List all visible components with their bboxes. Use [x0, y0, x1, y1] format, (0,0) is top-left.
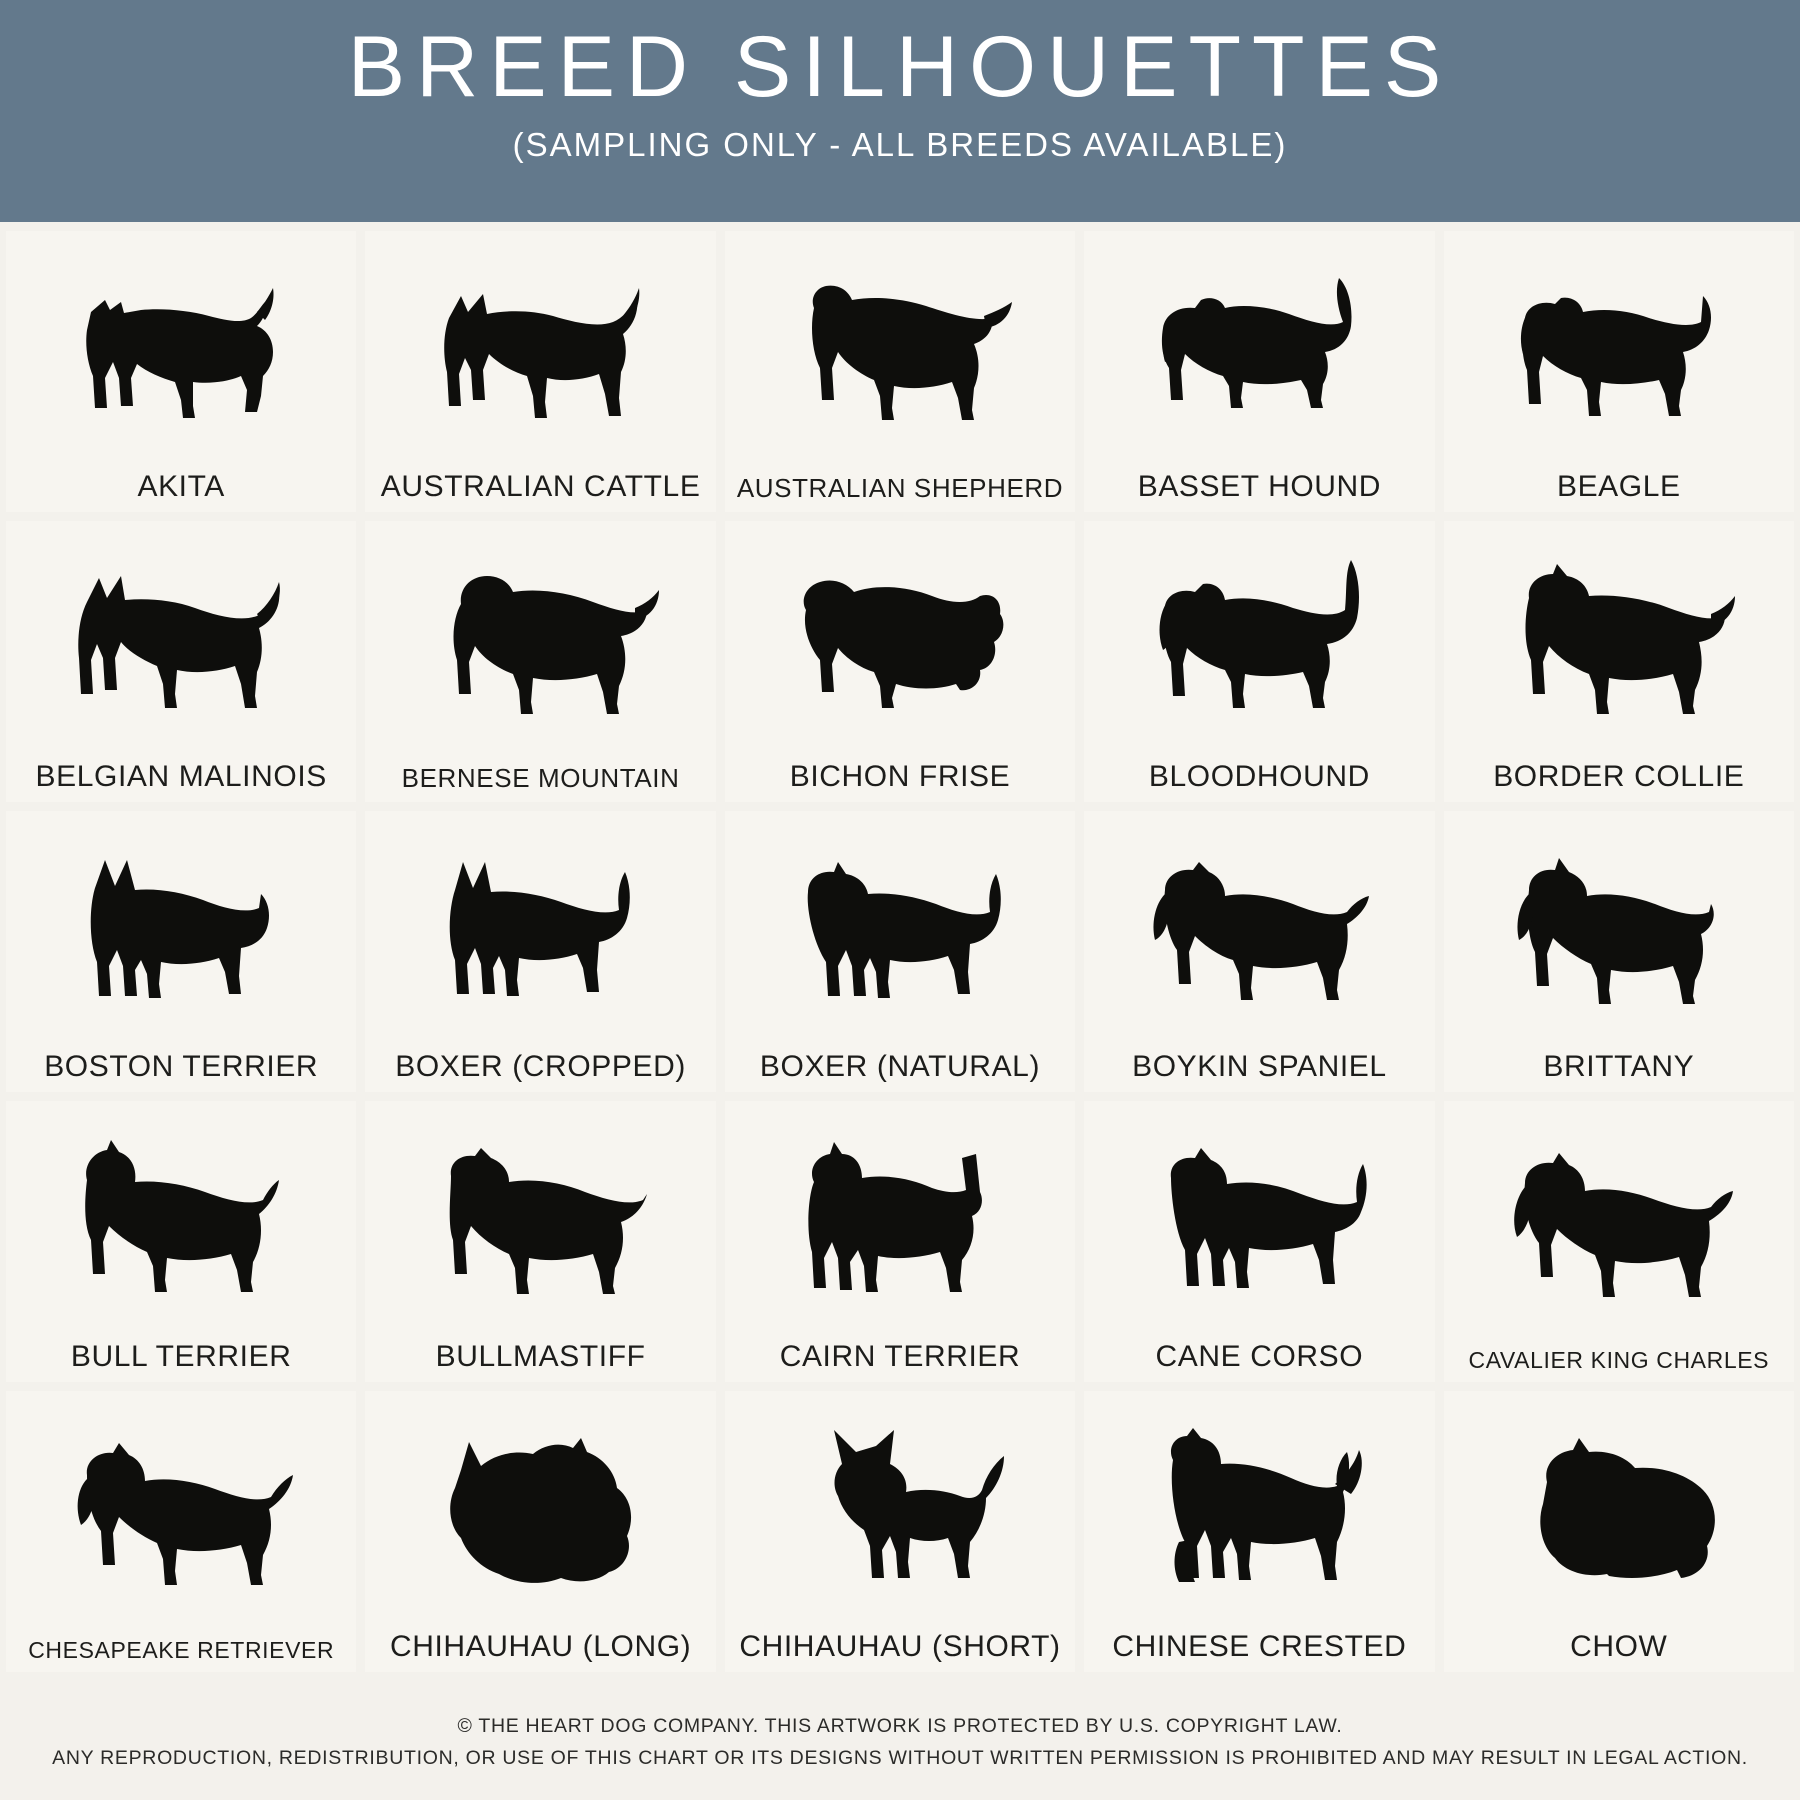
breed-label: BRITTANY [1543, 1049, 1695, 1083]
breed-label: BERNESE MOUNTAIN [401, 762, 680, 793]
breed-label: AKITA [137, 469, 225, 503]
page-title: BREED SILHOUETTES [347, 19, 1453, 115]
breed-label: BOSTON TERRIER [44, 1049, 319, 1083]
dog-silhouette-bloodhound [1084, 521, 1434, 761]
breed-cell-border-collie [1444, 521, 1794, 802]
dog-silhouette-cairn-terrier [725, 1101, 1075, 1341]
dog-silhouette-bull-terrier [6, 1101, 356, 1341]
breed-label: CAIRN TERRIER [779, 1339, 1021, 1373]
dog-silhouette-chinese-crested [1084, 1391, 1434, 1631]
breed-cell-bull-terrier [6, 1101, 356, 1382]
breed-cell-chinese-crested [1084, 1391, 1434, 1672]
dog-silhouette-cane-corso [1084, 1101, 1434, 1341]
dog-silhouette-boston-terrier [6, 811, 356, 1051]
breed-label: AUSTRALIAN CATTLE [380, 469, 701, 503]
dog-silhouette-boxer-cropped [365, 811, 715, 1051]
breed-label: CHESAPEAKE RETRIEVER [28, 1636, 335, 1663]
breed-cell-akita [6, 231, 356, 512]
breed-cell-bloodhound [1084, 521, 1434, 802]
breed-cell-cavalier-king-charles [1444, 1101, 1794, 1382]
breed-cell-basset-hound [1084, 231, 1434, 512]
copyright-footer [0, 1710, 1800, 1800]
page-subtitle: (SAMPLING ONLY - ALL BREEDS AVAILABLE) [512, 126, 1288, 164]
breed-cell-chihuahua-short [725, 1391, 1075, 1672]
breed-label: BOXER (CROPPED) [395, 1049, 686, 1083]
dog-silhouette-beagle [1444, 231, 1794, 471]
breed-label: BICHON FRISE [789, 759, 1011, 793]
breed-cell-cairn-terrier [725, 1101, 1075, 1382]
breed-label: CHIHAUHAU (LONG) [389, 1629, 692, 1663]
breed-cell-bernese-mountain [365, 521, 715, 802]
breed-cell-belgian-malinois [6, 521, 356, 802]
breed-label: CHOW [1570, 1629, 1668, 1663]
breed-cell-chow [1444, 1391, 1794, 1672]
breed-cell-chesapeake-retriever [6, 1391, 356, 1672]
breed-cell-bichon-frise [725, 521, 1075, 802]
breed-label: AUSTRALIAN SHEPHERD [736, 472, 1064, 503]
breed-label: CAVALIER KING CHARLES [1468, 1346, 1770, 1373]
breed-cell-brittany [1444, 811, 1794, 1092]
breed-label: BULLMASTIFF [435, 1339, 646, 1373]
dog-silhouette-chow [1444, 1391, 1794, 1631]
dog-silhouette-basset-hound [1084, 231, 1434, 471]
breed-cell-boston-terrier [6, 811, 356, 1092]
dog-silhouette-border-collie [1444, 521, 1794, 761]
breed-cell-beagle [1444, 231, 1794, 512]
breed-label: BLOODHOUND [1148, 759, 1370, 793]
copyright-line-1: © THE HEART DOG COMPANY. THIS ARTWORK IS PROTECTED BY U.S. COPYRIGHT LAW. [457, 1714, 1343, 1737]
dog-silhouette-chihuahua-short [725, 1391, 1075, 1631]
poster-header [0, 0, 1800, 222]
breed-label: BASSET HOUND [1137, 469, 1382, 503]
breed-cell-boxer-cropped [365, 811, 715, 1092]
breed-cell-chihuahua-long [365, 1391, 715, 1672]
breed-label: CHINESE CRESTED [1112, 1629, 1407, 1663]
breed-label: BELGIAN MALINOIS [35, 759, 327, 793]
dog-silhouette-bullmastiff [365, 1101, 715, 1341]
breed-label: BOYKIN SPANIEL [1132, 1049, 1387, 1083]
breed-label: CANE CORSO [1155, 1339, 1364, 1373]
breed-cell-cane-corso [1084, 1101, 1434, 1382]
breed-label: BULL TERRIER [70, 1339, 292, 1373]
breed-label: BOXER (NATURAL) [759, 1049, 1041, 1083]
dog-silhouette-chihuahua-long [365, 1391, 715, 1631]
breed-cell-bullmastiff [365, 1101, 715, 1382]
breed-cell-australian-shepherd [725, 231, 1075, 512]
breed-label: BORDER COLLIE [1493, 759, 1745, 793]
breed-grid [0, 231, 1800, 1672]
dog-silhouette-chesapeake-retriever [6, 1391, 356, 1638]
dog-silhouette-australian-cattle [365, 231, 715, 471]
dog-silhouette-brittany [1444, 811, 1794, 1051]
dog-silhouette-bernese-mountain [365, 521, 715, 765]
breed-cell-boxer-natural [725, 811, 1075, 1092]
dog-silhouette-belgian-malinois [6, 521, 356, 761]
breed-label: CHIHAUHAU (SHORT) [739, 1629, 1061, 1663]
dog-silhouette-australian-shepherd [725, 231, 1075, 475]
dog-silhouette-boykin-spaniel [1084, 811, 1434, 1051]
breed-label: BEAGLE [1556, 469, 1681, 503]
breed-cell-australian-cattle [365, 231, 715, 512]
dog-silhouette-bichon-frise [725, 521, 1075, 761]
copyright-line-2: ANY REPRODUCTION, REDISTRIBUTION, OR USE OF THIS CHART OR ITS DESIGNS WITHOUT WRITTEN PERMISSION IS PROHIBITED AND MAY RESULT IN LEGAL ACTION. [52, 1746, 1748, 1769]
dog-silhouette-akita [6, 231, 356, 471]
breed-cell-boykin-spaniel [1084, 811, 1434, 1092]
dog-silhouette-boxer-natural [725, 811, 1075, 1051]
dog-silhouette-cavalier-king-charles [1444, 1101, 1794, 1348]
